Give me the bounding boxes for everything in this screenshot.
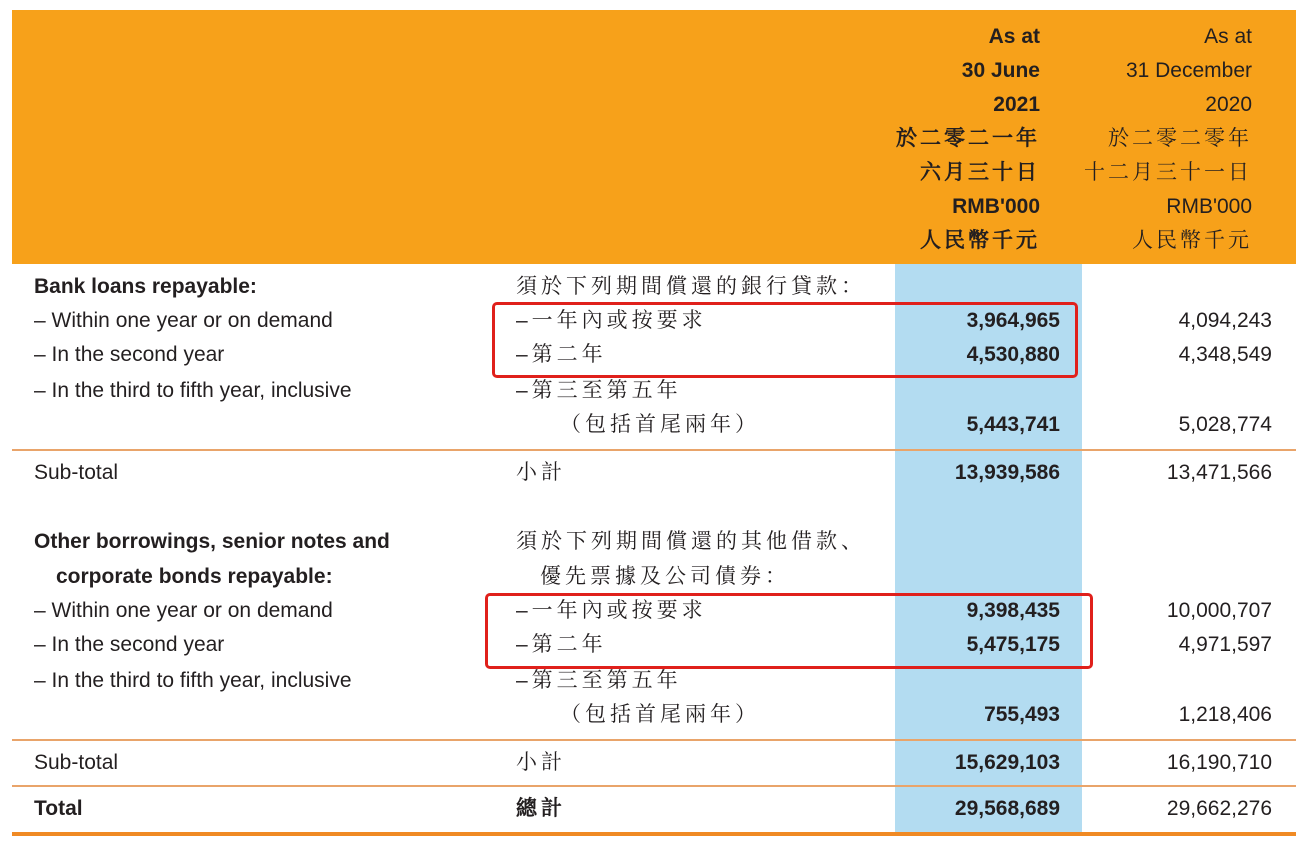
value-2020: 4,348,549 bbox=[1178, 343, 1272, 366]
header-unit-zh: 人民幣千元 bbox=[1132, 229, 1252, 252]
row-label-zh: –第三至第五年 bbox=[516, 669, 682, 692]
header-year-zh: 於二零二零年 bbox=[1108, 127, 1252, 150]
total-label-zh: 總計 bbox=[516, 797, 566, 820]
value-2020: 5,028,774 bbox=[1178, 413, 1272, 436]
value-2020: 1,218,406 bbox=[1178, 703, 1272, 726]
annotation-box-bank bbox=[492, 302, 1078, 378]
subtotal-label-zh: 小計 bbox=[516, 751, 566, 774]
header-year-zh: 於二零二一年 bbox=[896, 127, 1040, 150]
heading-en: Bank loans repayable: bbox=[34, 275, 257, 298]
total-label-en: Total bbox=[34, 797, 83, 820]
subtotal-label-zh: 小計 bbox=[516, 461, 566, 484]
value-2021: 3,964,965 bbox=[966, 309, 1060, 332]
header-year: 2020 bbox=[1205, 93, 1252, 116]
header-as-at: As at bbox=[988, 25, 1040, 48]
subtotal-2021: 13,939,586 bbox=[954, 461, 1060, 484]
row-label-en: – Within one year or on demand bbox=[34, 599, 333, 622]
header-unit: RMB'000 bbox=[1166, 195, 1252, 218]
header-date-zh: 十二月三十一日 bbox=[1084, 161, 1252, 184]
row-label-zh: –一年內或按要求 bbox=[516, 599, 707, 622]
bottom-rule bbox=[12, 832, 1296, 836]
table-header bbox=[12, 10, 1296, 264]
total-2021: 29,568,689 bbox=[954, 797, 1060, 820]
header-unit-zh: 人民幣千元 bbox=[920, 229, 1040, 252]
heading-zh-cont: 優先票據及公司債券： bbox=[540, 565, 790, 588]
header-year: 2021 bbox=[993, 93, 1040, 116]
total-2020: 29,662,276 bbox=[1166, 797, 1272, 820]
section-heading-bank bbox=[0, 270, 1316, 304]
value-2020: 4,094,243 bbox=[1178, 309, 1272, 332]
value-2021: 4,530,880 bbox=[966, 343, 1060, 366]
row-label-zh: –一年內或按要求 bbox=[516, 309, 707, 332]
divider bbox=[12, 739, 1296, 741]
value-2021: 9,398,435 bbox=[966, 599, 1060, 622]
divider bbox=[12, 785, 1296, 787]
row-label-zh: –第三至第五年 bbox=[516, 379, 682, 402]
row-label-zh-cont: （包括首尾兩年） bbox=[560, 413, 760, 436]
row-label-zh: –第二年 bbox=[516, 343, 607, 366]
annotation-box-other bbox=[485, 593, 1093, 669]
row-label-en: – In the third to fifth year, inclusive bbox=[34, 379, 352, 402]
heading-en: Other borrowings, senior notes and bbox=[34, 530, 390, 553]
row-label-en: – In the second year bbox=[34, 343, 225, 366]
table-row-continued bbox=[0, 408, 1316, 442]
value-2021: 5,443,741 bbox=[966, 413, 1060, 436]
heading-zh: 須於下列期間償還的其他借款、 bbox=[516, 530, 866, 553]
value-2021: 5,475,175 bbox=[966, 633, 1060, 656]
row-label-en: – Within one year or on demand bbox=[34, 309, 333, 332]
table-row-continued bbox=[0, 698, 1316, 732]
header-date: 30 June bbox=[961, 59, 1040, 82]
subtotal-label-en: Sub-total bbox=[34, 461, 119, 484]
header-date-zh: 六月三十日 bbox=[920, 161, 1040, 184]
row-label-zh-cont: （包括首尾兩年） bbox=[560, 703, 760, 726]
row-label-zh: –第二年 bbox=[516, 633, 607, 656]
subtotal-2020: 16,190,710 bbox=[1166, 751, 1272, 774]
value-2021: 755,493 bbox=[984, 703, 1060, 726]
heading-en-cont: corporate bonds repayable: bbox=[56, 565, 333, 588]
section-heading-other-cont bbox=[0, 560, 1316, 594]
total-row bbox=[0, 792, 1316, 826]
header-col-2020 bbox=[1084, 20, 1252, 258]
header-as-at: As at bbox=[1204, 25, 1252, 48]
header-unit: RMB'000 bbox=[952, 195, 1040, 218]
row-label-en: – In the second year bbox=[34, 633, 225, 656]
subtotal-row bbox=[0, 746, 1316, 780]
value-2020: 10,000,707 bbox=[1166, 599, 1272, 622]
subtotal-row bbox=[0, 456, 1316, 490]
table-row bbox=[0, 664, 1316, 698]
divider bbox=[12, 449, 1296, 451]
header-col-2021 bbox=[896, 20, 1040, 258]
section-heading-other bbox=[0, 525, 1316, 559]
heading-zh: 須於下列期間償還的銀行貸款： bbox=[516, 275, 866, 298]
subtotal-2021: 15,629,103 bbox=[954, 751, 1060, 774]
value-2020: 4,971,597 bbox=[1178, 633, 1272, 656]
header-date: 31 December bbox=[1125, 59, 1252, 82]
subtotal-label-en: Sub-total bbox=[34, 751, 119, 774]
table-row bbox=[0, 374, 1316, 408]
row-label-en: – In the third to fifth year, inclusive bbox=[34, 669, 352, 692]
subtotal-2020: 13,471,566 bbox=[1166, 461, 1272, 484]
